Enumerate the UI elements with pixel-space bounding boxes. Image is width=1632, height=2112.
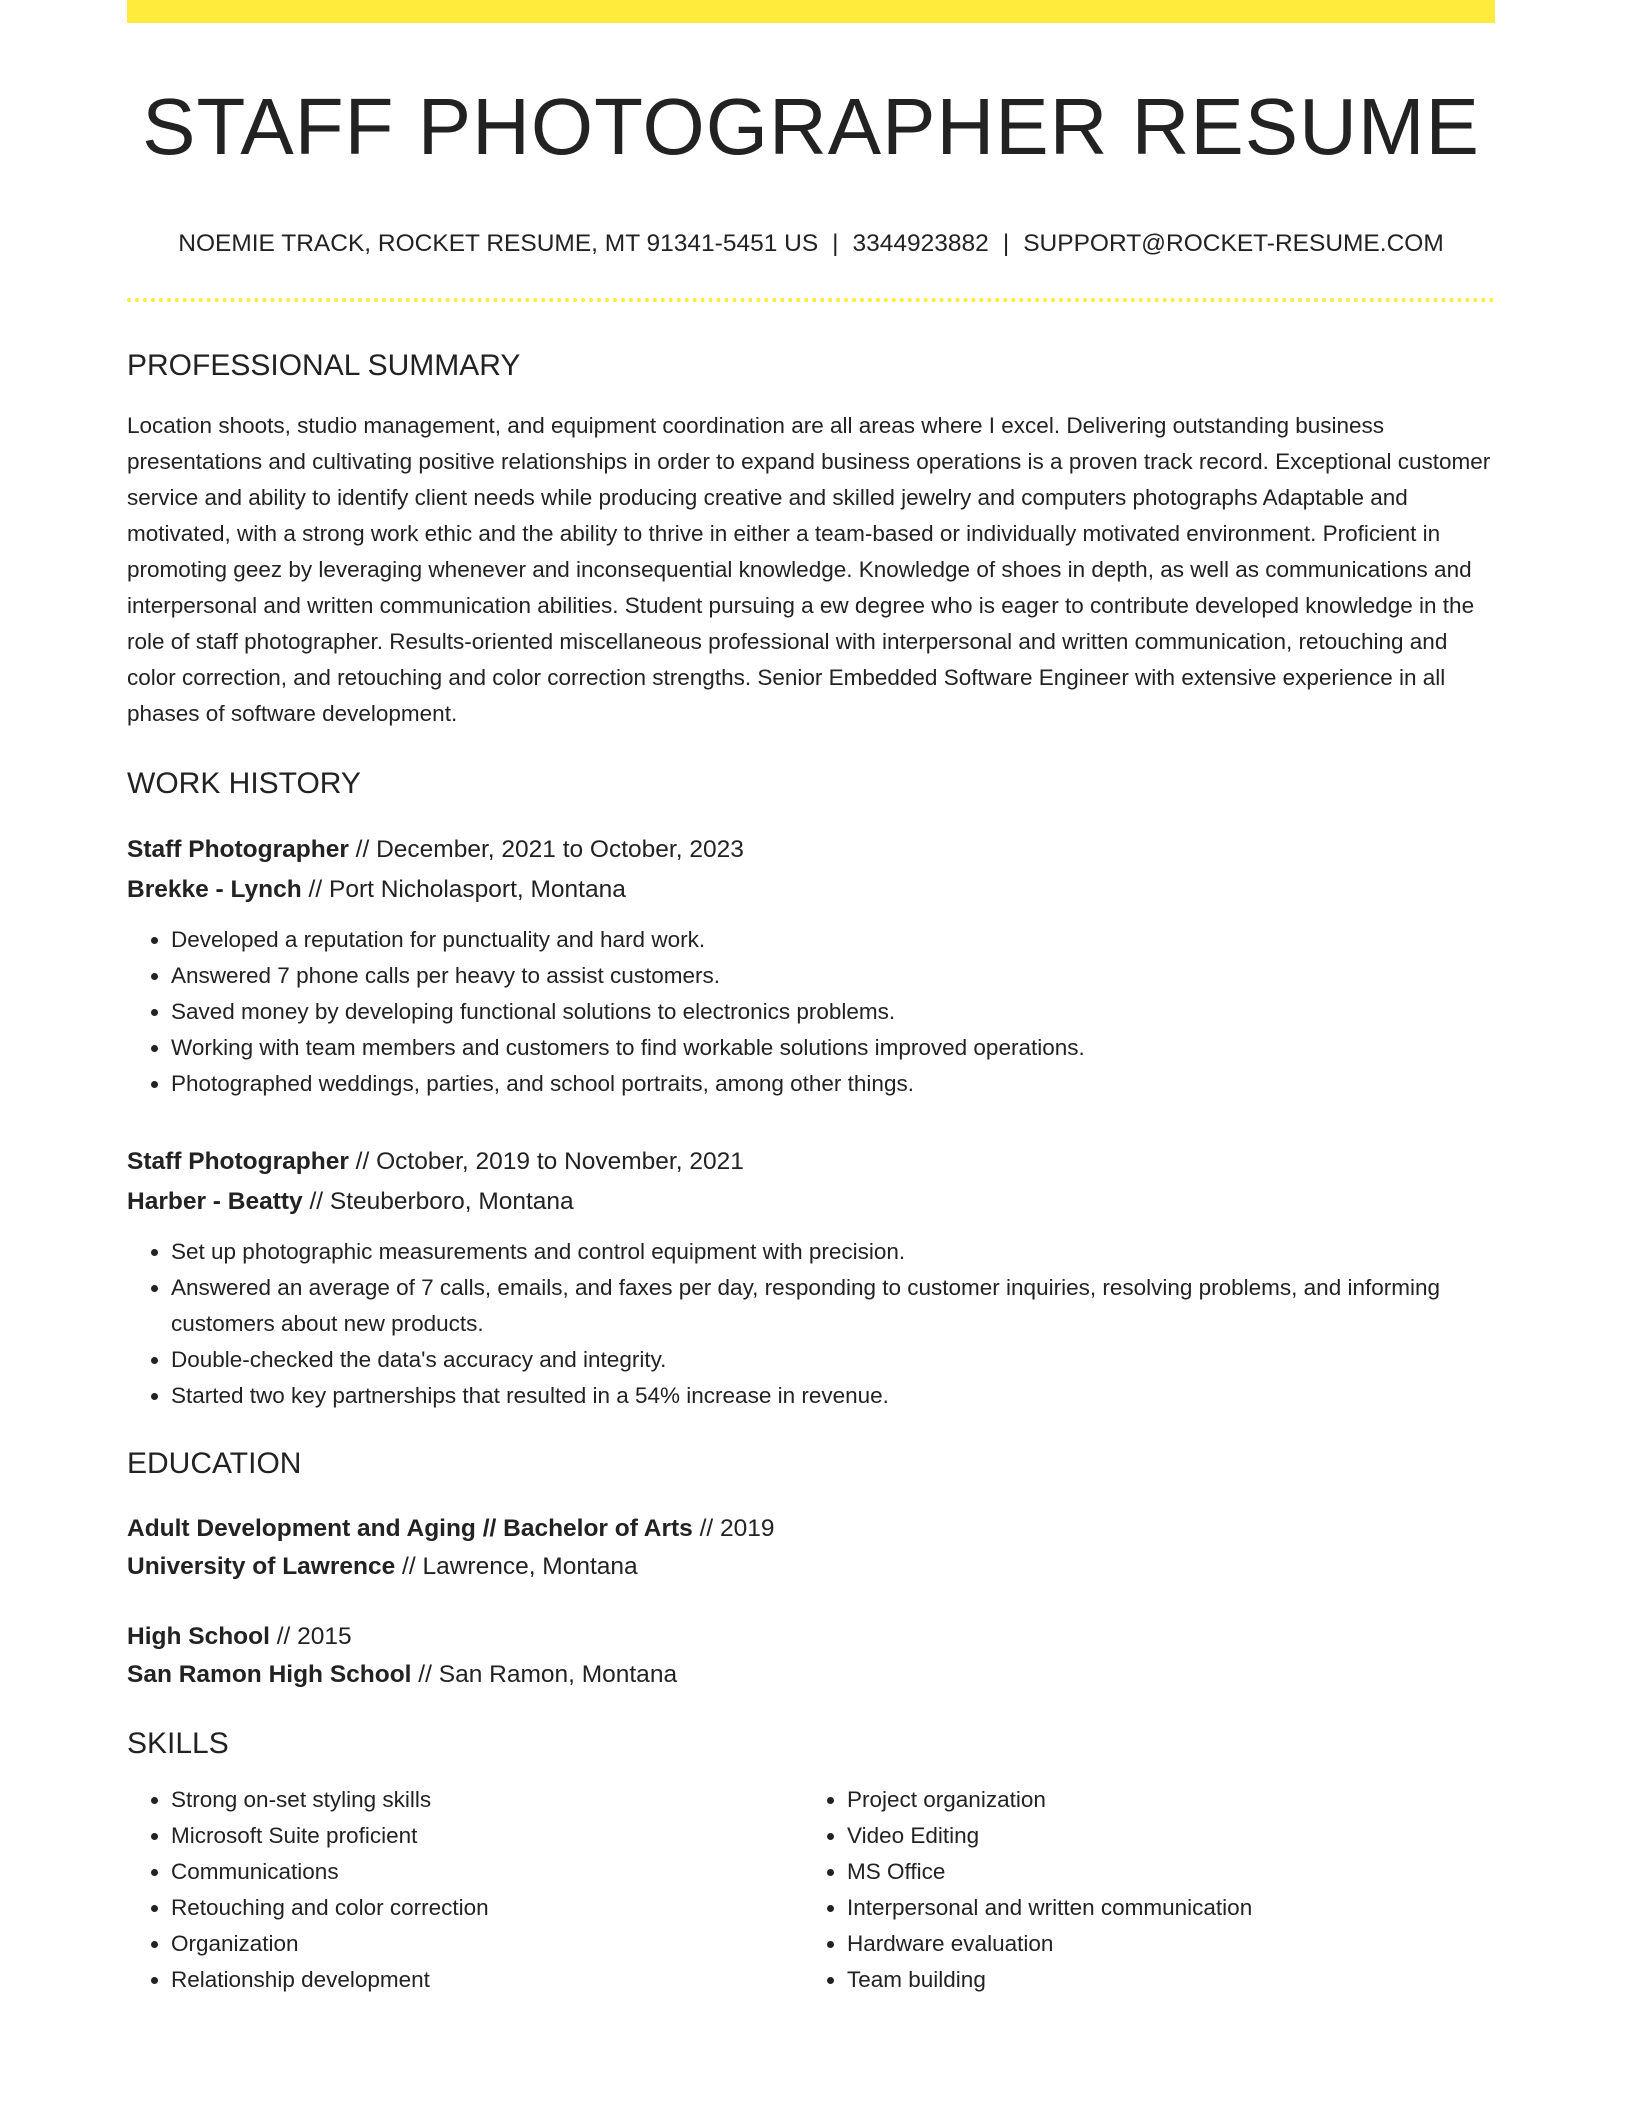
contact-line <box>127 229 1495 258</box>
contact-separator: | <box>1002 230 1010 257</box>
list-item: • Organization <box>171 1926 801 1962</box>
job-company-line <box>127 1182 1495 1222</box>
resume-page <box>127 0 1495 1998</box>
education-location: // San Ramon, Montana <box>411 1661 678 1689</box>
job-title: Staff Photographer <box>127 1148 349 1176</box>
education-heading: EDUCATION <box>127 1447 302 1481</box>
summary-text: Location shoots, studio management, and equipment coordination are all areas where I excel. Delivering outstanding business presentations and cultivating positive relationships in order to expand business operations is a proven track record. Exceptional customer service and ability to identify client needs while producing creative and skilled jewelry and computers photographs Adaptable and motivated, with a strong work ethic and the ability to thrive in either a team-based or individually motivated environment. Proficient in promoting geez by leveraging whenever and inconsequential knowledge. Knowledge of shoes in depth, as well as communications and interpersonal and written communication abilities. Student pursuing a ew degree who is eager to contribute developed knowledge in the role of staff photographer. Results-oriented miscellaneous professional with interpersonal and written communication, retouching and color correction, and retouching and color correction strengths. Senior Embedded Software Engineer with extensive experience in all phases of software development. <box>127 413 1491 727</box>
list-item: • Communications <box>171 1854 801 1890</box>
job-company: Harber - Beatty <box>127 1188 303 1216</box>
education-degree: Adult Development and Aging // Bachelor of Arts <box>127 1515 693 1543</box>
list-item: • Relationship development <box>171 1962 801 1998</box>
contact-address: NOEMIE TRACK, ROCKET RESUME, MT 91341-5451 US <box>178 230 819 257</box>
job-bullets <box>127 1234 1495 1414</box>
list-item: • Photographed weddings, parties, and school portraits, among other things. <box>171 1066 1495 1102</box>
education-school: San Ramon High School <box>127 1661 412 1689</box>
dotted-divider <box>127 298 1495 302</box>
accent-bar <box>127 0 1495 23</box>
job-title-line <box>127 1142 1495 1182</box>
job-title: Staff Photographer <box>127 836 349 864</box>
education-year: // 2015 <box>269 1623 352 1651</box>
resume-title: STAFF PHOTOGRAPHER RESUME <box>142 82 1480 171</box>
list-item: • Answered 7 phone calls per heavy to assist customers. <box>171 958 1495 994</box>
list-item: • Retouching and color correction <box>171 1890 801 1926</box>
list-item: • Hardware evaluation <box>847 1926 1477 1962</box>
skills-heading: SKILLS <box>127 1727 229 1761</box>
list-item: • Saved money by developing functional solutions to electronics problems. <box>171 994 1495 1030</box>
job-dates: // December, 2021 to October, 2023 <box>348 836 744 864</box>
list-item: • Interpersonal and written communication <box>847 1890 1477 1926</box>
education-location: // Lawrence, Montana <box>395 1553 638 1581</box>
skills-left-column <box>127 1782 801 1998</box>
list-item: • Set up photographic measurements and control equipment with precision. <box>171 1234 1495 1270</box>
education-degree: High School <box>127 1623 270 1651</box>
contact-phone[interactable]: 3344923882 <box>852 230 989 257</box>
job-location: // Port Nicholasport, Montana <box>301 876 626 904</box>
job-entry <box>127 830 1495 1102</box>
education-entry <box>127 1618 1495 1694</box>
list-item: • Project organization <box>847 1782 1477 1818</box>
job-location: // Steuberboro, Montana <box>302 1188 574 1216</box>
list-item: • Double-checked the data's accuracy and integrity. <box>171 1342 1495 1378</box>
job-bullets <box>127 922 1495 1102</box>
skills-columns <box>127 1782 1495 1998</box>
education-degree-line <box>127 1510 1495 1548</box>
list-item: • Working with team members and customers to find workable solutions improved operations. <box>171 1030 1495 1066</box>
list-item: • Strong on-set styling skills <box>171 1782 801 1818</box>
skills-right-column <box>801 1782 1477 1998</box>
education-entry <box>127 1510 1495 1586</box>
list-item: • Video Editing <box>847 1818 1477 1854</box>
education-school-line <box>127 1548 1495 1586</box>
job-company: Brekke - Lynch <box>127 876 302 904</box>
education-year: // 2019 <box>692 1515 775 1543</box>
contact-email[interactable]: SUPPORT@ROCKET-RESUME.COM <box>1023 230 1444 257</box>
list-item: • Started two key partnerships that resulted in a 54% increase in revenue. <box>171 1378 1495 1414</box>
summary-heading: PROFESSIONAL SUMMARY <box>127 349 521 383</box>
work-history-heading: WORK HISTORY <box>127 767 361 801</box>
list-item: • Microsoft Suite proficient <box>171 1818 801 1854</box>
job-dates: // October, 2019 to November, 2021 <box>348 1148 744 1176</box>
job-title-line <box>127 830 1495 870</box>
list-item: • MS Office <box>847 1854 1477 1890</box>
contact-separator: | <box>832 230 839 257</box>
job-company-line <box>127 870 1495 910</box>
job-entry <box>127 1142 1495 1414</box>
list-item: • Answered an average of 7 calls, emails, and faxes per day, responding to customer inquiries, resolving problems, and informing customers about new products. <box>171 1270 1495 1342</box>
list-item: • Developed a reputation for punctuality and hard work. <box>171 922 1495 958</box>
list-item: • Team building <box>847 1962 1477 1998</box>
education-school: University of Lawrence <box>127 1553 396 1581</box>
education-school-line <box>127 1656 1495 1694</box>
education-degree-line <box>127 1618 1495 1656</box>
